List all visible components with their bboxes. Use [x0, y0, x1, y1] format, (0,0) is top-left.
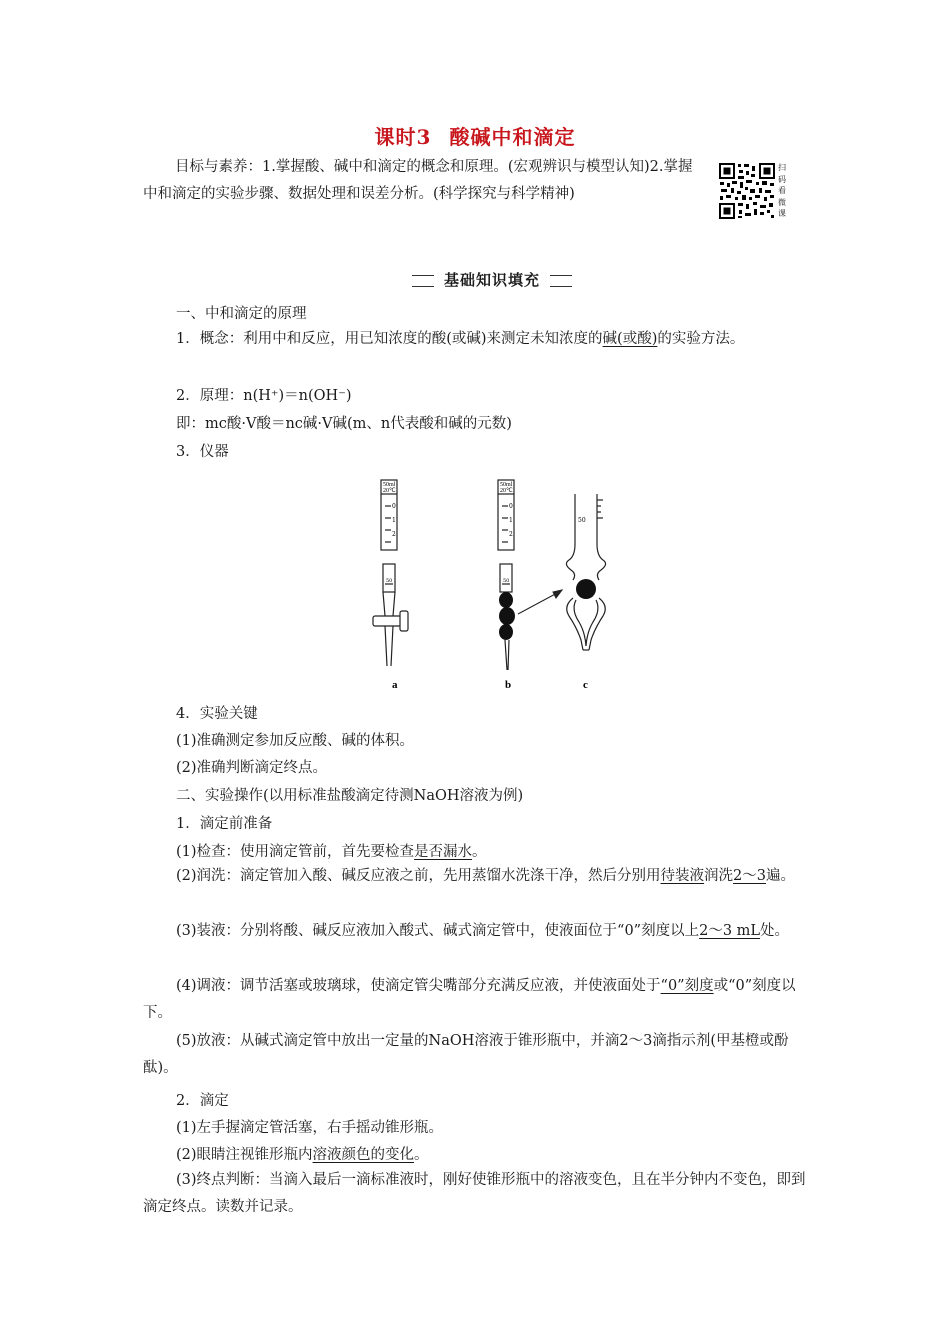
figure-label-c: c [583, 679, 588, 691]
step-adjust-text: (4)调液：调节活塞或玻璃球，使滴定管尖嘴部分充满反应液，并使液面处于 [176, 978, 661, 994]
burette-b-20c: 20℃ [500, 488, 513, 494]
step-rinse-answer-2: 2～3 [733, 868, 766, 884]
concept-answer: 碱(或酸) [602, 331, 658, 347]
step-adjust [143, 973, 811, 1027]
qr-caption-char: 看 [778, 186, 786, 195]
preparation-heading: 1．滴定前准备 [176, 816, 273, 832]
step-fill-answer: 2～3 mL [699, 923, 761, 939]
learning-goals: 目标与素养：1.掌握酸、碱中和滴定的概念和原理。(宏观辨识与模型认知)2.掌握中和滴定的实验步骤、数据处理和误差分析。(科学探究与科学精神) [143, 159, 693, 202]
concept-text: 1．概念：利用中和反应，用已知浓度的酸(或碱)来测定未知浓度的 [176, 331, 603, 347]
key-point-2: (2)准确判断滴定终点。 [176, 760, 328, 776]
titration-step-1: (1)左手握滴定管活塞，右手摇动锥形瓶。 [176, 1120, 444, 1136]
step-check-answer: 是否漏水 [414, 844, 473, 860]
burette-figure [355, 474, 615, 692]
burette-a [373, 480, 408, 666]
qr-code-icon[interactable] [718, 162, 776, 220]
lesson-name: 酸碱中和滴定 [449, 125, 576, 149]
burette-c-tick50: 50 [578, 517, 586, 524]
burette-b-tick1: 1 [509, 517, 513, 524]
step-check-text: (1)检查：使用滴定管前，首先要检查 [176, 844, 415, 860]
burette-b-tick50: 50 [503, 578, 510, 584]
titration-heading: 2．滴定 [176, 1093, 229, 1109]
burette-a-50ml: 50ml [383, 482, 396, 488]
burette-a-tick0: 0 [392, 503, 396, 510]
figure-label-a: a [392, 679, 398, 691]
burette-a-20c: 20℃ [383, 488, 396, 494]
qr-caption-char: 课 [778, 209, 786, 218]
section-heading-principle: 一、中和滴定的原理 [176, 306, 307, 322]
step-rinse-answer-1: 待装液 [660, 868, 705, 884]
key-points-heading: 4．实验关键 [176, 706, 258, 722]
step-check-end: 。 [472, 844, 487, 860]
titration-step-2-end: 。 [414, 1147, 429, 1163]
lesson-title [0, 121, 950, 150]
qr-caption-char: 微 [778, 197, 786, 207]
burette-b-tick2: 2 [509, 531, 513, 538]
titration-step-2 [176, 1143, 811, 1164]
step-rinse [143, 863, 811, 890]
lesson-number: 课时3 [374, 125, 432, 149]
titration-step-3: (3)终点判断：当滴入最后一滴标准液时，刚好使锥形瓶中的溶液变色，且在半分钟内不变色，即到滴定终点。读数并记录。 [143, 1172, 806, 1215]
figure-label-b: b [505, 679, 512, 691]
step-check [176, 840, 811, 861]
burette-b-rubber-tube [499, 592, 515, 640]
step-adjust-end: 或“0”刻度以下。 [143, 978, 796, 1021]
banner-label: 基础知识填充 [434, 270, 550, 290]
step-fill-text: (3)装液：分别将酸、碱反应液加入酸式、碱式滴定管中，使液面位于“0”刻度以上 [176, 923, 700, 939]
concept-text-end: 的实验方法。 [657, 331, 745, 347]
burette-b-tick0: 0 [509, 503, 513, 510]
apparatus-heading: 3．仪器 [176, 444, 229, 460]
burette-c-detail [566, 494, 605, 650]
principle-equation: 即：mc酸·V酸＝nc碱·V碱(m、n代表酸和碱的元数) [176, 416, 512, 432]
titration-step-2-answer: 溶液颜色的变化 [312, 1147, 415, 1163]
key-point-1: (1)准确测定参加反应酸、碱的体积。 [176, 733, 415, 749]
section-banner [412, 270, 572, 290]
burette-a-tick2: 2 [392, 531, 396, 538]
step-rinse-end: 遍。 [766, 868, 795, 884]
step-rinse-mid: 润洗 [704, 868, 734, 884]
qr-caption [778, 162, 790, 220]
step-adjust-answer: “0”刻度 [660, 978, 714, 994]
principle-formula: 2．原理：n(H⁺)＝n(OH⁻) [176, 388, 352, 404]
burette-a-tick1: 1 [392, 517, 396, 524]
step-release: (5)放液：从碱式滴定管中放出一定量的NaOH溶液于锥形瓶中，并滴2～3滴指示剂(甲基橙或酚酞)。 [143, 1033, 789, 1076]
section-heading-operation: 二、实验操作(以用标准盐酸滴定待测NaOH溶液为例) [176, 788, 524, 804]
pointer-arrow [518, 590, 562, 614]
glass-bead [576, 579, 596, 599]
step-fill [143, 918, 811, 945]
burette-a-tick50: 50 [386, 578, 393, 584]
step-rinse-text: (2)润洗：滴定管加入酸、碱反应液之前，先用蒸馏水洗涤干净，然后分别用 [176, 868, 661, 884]
burette-b-50ml: 50ml [500, 482, 513, 488]
qr-caption-char: 码 [778, 174, 786, 184]
step-fill-end: 处。 [760, 923, 790, 939]
qr-caption-char: 扫 [778, 163, 786, 172]
concept-paragraph [143, 326, 811, 353]
titration-step-2-text: (2)眼睛注视锥形瓶内 [176, 1147, 313, 1163]
